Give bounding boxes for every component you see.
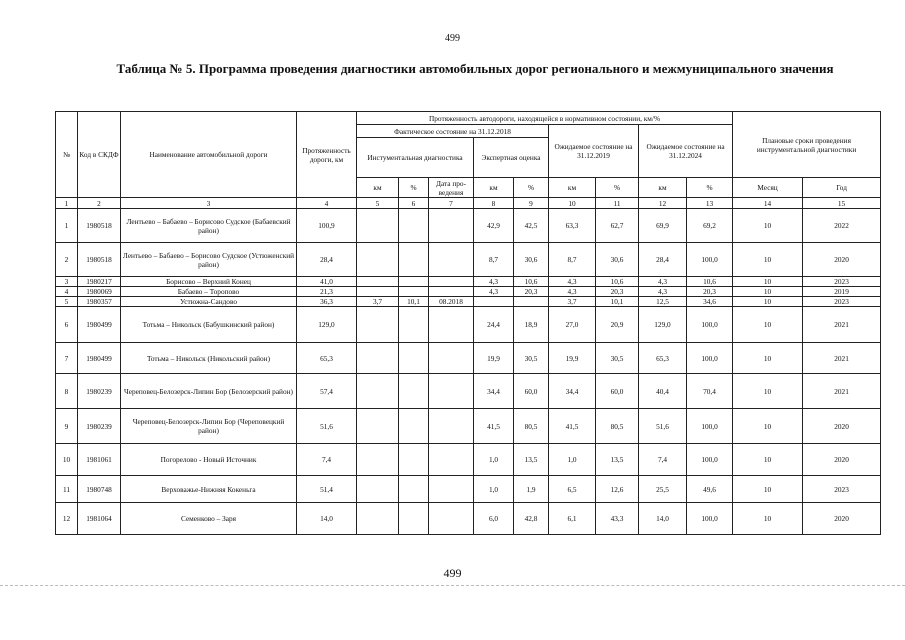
header-km: км bbox=[549, 178, 596, 198]
cell-exp-pct: 30,6 bbox=[514, 243, 549, 277]
cell-exp-km bbox=[474, 297, 514, 307]
cell-month: 10 bbox=[733, 277, 803, 287]
header-date: Дата про-ведения bbox=[429, 178, 474, 198]
header-actual: Фактическое состояние на 31.12.2018 bbox=[357, 125, 549, 138]
cell-code: 1980748 bbox=[78, 476, 121, 503]
cell-length: 129,0 bbox=[297, 307, 357, 343]
cell-inst-date bbox=[429, 287, 474, 297]
cell-year: 2020 bbox=[803, 503, 881, 535]
cell-no: 8 bbox=[56, 374, 78, 409]
cell-code: 1980217 bbox=[78, 277, 121, 287]
cell-exp-km: 8,7 bbox=[474, 243, 514, 277]
cell-year: 2023 bbox=[803, 297, 881, 307]
cell-name: Бабаево – Торопово bbox=[121, 287, 297, 297]
cell-year: 2023 bbox=[803, 277, 881, 287]
cell-exp-km: 42,9 bbox=[474, 209, 514, 243]
cell-inst-date bbox=[429, 277, 474, 287]
cell-inst-date bbox=[429, 409, 474, 444]
cell-exp-km: 34,4 bbox=[474, 374, 514, 409]
cell-e24-km: 129,0 bbox=[639, 307, 687, 343]
cell-inst-km bbox=[357, 287, 399, 297]
column-number: 12 bbox=[639, 198, 687, 209]
cell-length: 21,3 bbox=[297, 287, 357, 297]
cell-e24-pct: 100,0 bbox=[687, 444, 733, 476]
cell-e24-pct: 20,3 bbox=[687, 287, 733, 297]
cell-inst-km bbox=[357, 243, 399, 277]
header-expected-2024: Ожидаемое состояние на 31.12.2024 bbox=[639, 125, 733, 178]
cell-year: 2021 bbox=[803, 374, 881, 409]
cell-e24-km: 4,3 bbox=[639, 277, 687, 287]
cell-name: Лентьево – Бабаево – Борисово Судское (Устюженский район) bbox=[121, 243, 297, 277]
cell-e19-km: 6,5 bbox=[549, 476, 596, 503]
cell-e19-pct: 30,5 bbox=[596, 343, 639, 374]
cell-no: 12 bbox=[56, 503, 78, 535]
cell-name: Череповец-Белозерск-Липин Бор (Белозерский район) bbox=[121, 374, 297, 409]
cell-no: 4 bbox=[56, 287, 78, 297]
cell-e19-km: 34,4 bbox=[549, 374, 596, 409]
cell-inst-date bbox=[429, 343, 474, 374]
cell-no: 11 bbox=[56, 476, 78, 503]
header-normative: Протяженность автодороги, находящейся в нормативном состоянии, км/% bbox=[357, 112, 733, 125]
column-number: 9 bbox=[514, 198, 549, 209]
cell-code: 1980239 bbox=[78, 409, 121, 444]
header-km: км bbox=[357, 178, 399, 198]
cell-inst-km bbox=[357, 476, 399, 503]
cell-length: 7,4 bbox=[297, 444, 357, 476]
cell-e19-km: 19,9 bbox=[549, 343, 596, 374]
cell-exp-km: 1,0 bbox=[474, 444, 514, 476]
cell-inst-date bbox=[429, 476, 474, 503]
cell-inst-date bbox=[429, 444, 474, 476]
table-body bbox=[56, 209, 881, 535]
cell-length: 36,3 bbox=[297, 297, 357, 307]
cell-e19-pct: 62,7 bbox=[596, 209, 639, 243]
header-row-1 bbox=[56, 112, 881, 125]
cell-month: 10 bbox=[733, 287, 803, 297]
cell-length: 41,0 bbox=[297, 277, 357, 287]
cell-code: 1981064 bbox=[78, 503, 121, 535]
cell-exp-km: 4,3 bbox=[474, 277, 514, 287]
cell-name: Тотьма – Никольск (Бабушкинский район) bbox=[121, 307, 297, 343]
page-number-top: 499 bbox=[445, 33, 460, 44]
column-number: 7 bbox=[429, 198, 474, 209]
header-pct: % bbox=[596, 178, 639, 198]
cell-e24-pct: 100,0 bbox=[687, 307, 733, 343]
table-row bbox=[56, 307, 881, 343]
cell-length: 51,4 bbox=[297, 476, 357, 503]
table-row bbox=[56, 287, 881, 297]
cell-e19-km: 27,0 bbox=[549, 307, 596, 343]
table-row bbox=[56, 409, 881, 444]
road-diagnostics-table bbox=[55, 111, 881, 535]
cell-code: 1980499 bbox=[78, 307, 121, 343]
page-number-bottom: 499 bbox=[443, 566, 462, 580]
cell-e19-km: 4,3 bbox=[549, 287, 596, 297]
column-number: 8 bbox=[474, 198, 514, 209]
cell-exp-km: 4,3 bbox=[474, 287, 514, 297]
cell-e19-pct: 10,1 bbox=[596, 297, 639, 307]
cell-e24-km: 28,4 bbox=[639, 243, 687, 277]
cell-code: 1980069 bbox=[78, 287, 121, 297]
cell-year: 2020 bbox=[803, 243, 881, 277]
cell-inst-date bbox=[429, 243, 474, 277]
cell-name: Тотьма – Никольск (Никольский район) bbox=[121, 343, 297, 374]
cell-year: 2020 bbox=[803, 409, 881, 444]
column-number: 15 bbox=[803, 198, 881, 209]
cell-inst-pct bbox=[399, 307, 429, 343]
cell-exp-km: 6,0 bbox=[474, 503, 514, 535]
cell-inst-date bbox=[429, 307, 474, 343]
cell-e24-km: 4,3 bbox=[639, 287, 687, 297]
cell-no: 6 bbox=[56, 307, 78, 343]
cell-code: 1980499 bbox=[78, 343, 121, 374]
page-edge-divider bbox=[0, 585, 905, 586]
cell-e24-km: 69,9 bbox=[639, 209, 687, 243]
column-number: 13 bbox=[687, 198, 733, 209]
cell-e19-km: 1,0 bbox=[549, 444, 596, 476]
cell-e24-pct: 34,6 bbox=[687, 297, 733, 307]
cell-code: 1980518 bbox=[78, 243, 121, 277]
cell-e19-km: 4,3 bbox=[549, 277, 596, 287]
cell-e24-km: 7,4 bbox=[639, 444, 687, 476]
cell-e19-km: 63,3 bbox=[549, 209, 596, 243]
cell-inst-km bbox=[357, 444, 399, 476]
column-number-row bbox=[56, 198, 881, 209]
cell-exp-pct: 42,5 bbox=[514, 209, 549, 243]
cell-exp-km: 19,9 bbox=[474, 343, 514, 374]
column-number: 11 bbox=[596, 198, 639, 209]
header-pct: % bbox=[399, 178, 429, 198]
cell-length: 51,6 bbox=[297, 409, 357, 444]
cell-inst-pct bbox=[399, 503, 429, 535]
cell-length: 65,3 bbox=[297, 343, 357, 374]
cell-year: 2021 bbox=[803, 307, 881, 343]
table-row bbox=[56, 374, 881, 409]
cell-month: 10 bbox=[733, 343, 803, 374]
cell-inst-km bbox=[357, 277, 399, 287]
column-number: 14 bbox=[733, 198, 803, 209]
cell-inst-km: 3,7 bbox=[357, 297, 399, 307]
cell-no: 3 bbox=[56, 277, 78, 287]
cell-month: 10 bbox=[733, 243, 803, 277]
cell-length: 28,4 bbox=[297, 243, 357, 277]
cell-e19-pct: 12,6 bbox=[596, 476, 639, 503]
header-expert: Экспертная оценка bbox=[474, 138, 549, 178]
cell-month: 10 bbox=[733, 409, 803, 444]
cell-month: 10 bbox=[733, 476, 803, 503]
cell-year: 2020 bbox=[803, 444, 881, 476]
header-code: Код в СКДФ bbox=[78, 112, 121, 198]
column-number: 5 bbox=[357, 198, 399, 209]
table-row bbox=[56, 503, 881, 535]
header-length: Протяженность дороги, км bbox=[297, 112, 357, 198]
column-number: 10 bbox=[549, 198, 596, 209]
cell-e24-pct: 100,0 bbox=[687, 503, 733, 535]
cell-code: 1981061 bbox=[78, 444, 121, 476]
cell-no: 2 bbox=[56, 243, 78, 277]
cell-e19-pct: 30,6 bbox=[596, 243, 639, 277]
cell-exp-km: 24,4 bbox=[474, 307, 514, 343]
cell-year: 2022 bbox=[803, 209, 881, 243]
table-row bbox=[56, 343, 881, 374]
cell-inst-pct bbox=[399, 444, 429, 476]
cell-e19-pct: 20,9 bbox=[596, 307, 639, 343]
column-number: 2 bbox=[78, 198, 121, 209]
cell-e24-km: 14,0 bbox=[639, 503, 687, 535]
table-row bbox=[56, 209, 881, 243]
cell-e19-km: 6,1 bbox=[549, 503, 596, 535]
cell-e24-pct: 100,0 bbox=[687, 243, 733, 277]
cell-code: 1980239 bbox=[78, 374, 121, 409]
cell-no: 1 bbox=[56, 209, 78, 243]
cell-exp-km: 41,5 bbox=[474, 409, 514, 444]
page-title: Таблица № 5. Программа проведения диагностики автомобильных дорог регионального и межмуниципального значения bbox=[116, 61, 834, 76]
cell-e19-km: 41,5 bbox=[549, 409, 596, 444]
cell-e24-km: 40,4 bbox=[639, 374, 687, 409]
cell-e24-km: 12,5 bbox=[639, 297, 687, 307]
cell-exp-pct: 80,5 bbox=[514, 409, 549, 444]
cell-year: 2019 bbox=[803, 287, 881, 297]
cell-exp-pct: 13,5 bbox=[514, 444, 549, 476]
cell-exp-pct: 1,9 bbox=[514, 476, 549, 503]
cell-exp-pct: 18,9 bbox=[514, 307, 549, 343]
cell-e19-pct: 10,6 bbox=[596, 277, 639, 287]
cell-length: 100,9 bbox=[297, 209, 357, 243]
header-expected-2019: Ожидаемое состояние на 31.12.2019 bbox=[549, 125, 639, 178]
cell-inst-km bbox=[357, 409, 399, 444]
cell-inst-pct bbox=[399, 277, 429, 287]
cell-year: 2023 bbox=[803, 476, 881, 503]
cell-e24-pct: 49,6 bbox=[687, 476, 733, 503]
cell-inst-pct bbox=[399, 476, 429, 503]
cell-month: 10 bbox=[733, 503, 803, 535]
cell-e24-km: 65,3 bbox=[639, 343, 687, 374]
cell-inst-pct: 10,1 bbox=[399, 297, 429, 307]
cell-inst-km bbox=[357, 503, 399, 535]
cell-e19-pct: 13,5 bbox=[596, 444, 639, 476]
cell-inst-date bbox=[429, 374, 474, 409]
cell-no: 5 bbox=[56, 297, 78, 307]
header-no: № bbox=[56, 112, 78, 198]
cell-name: Семенково – Заря bbox=[121, 503, 297, 535]
column-number: 3 bbox=[121, 198, 297, 209]
cell-e24-pct: 100,0 bbox=[687, 409, 733, 444]
cell-inst-pct bbox=[399, 287, 429, 297]
header-year: Год bbox=[803, 178, 881, 198]
cell-exp-pct bbox=[514, 297, 549, 307]
cell-length: 57,4 bbox=[297, 374, 357, 409]
cell-month: 10 bbox=[733, 374, 803, 409]
cell-e24-km: 51,6 bbox=[639, 409, 687, 444]
cell-inst-date: 08.2018 bbox=[429, 297, 474, 307]
cell-e24-pct: 69,2 bbox=[687, 209, 733, 243]
cell-name: Погорелово - Новый Источник bbox=[121, 444, 297, 476]
cell-inst-pct bbox=[399, 374, 429, 409]
cell-inst-pct bbox=[399, 243, 429, 277]
cell-inst-pct bbox=[399, 209, 429, 243]
cell-month: 10 bbox=[733, 297, 803, 307]
header-planned: Плановые сроки проведения инструментальной диагностики bbox=[733, 112, 881, 178]
cell-code: 1980357 bbox=[78, 297, 121, 307]
cell-inst-km bbox=[357, 307, 399, 343]
cell-e24-pct: 10,6 bbox=[687, 277, 733, 287]
cell-exp-pct: 60,0 bbox=[514, 374, 549, 409]
cell-e19-pct: 20,3 bbox=[596, 287, 639, 297]
header-name: Наименование автомобильной дороги bbox=[121, 112, 297, 198]
header-month: Месяц bbox=[733, 178, 803, 198]
cell-year: 2021 bbox=[803, 343, 881, 374]
table-row bbox=[56, 277, 881, 287]
cell-e19-pct: 80,5 bbox=[596, 409, 639, 444]
cell-e24-pct: 100,0 bbox=[687, 343, 733, 374]
cell-exp-pct: 20,3 bbox=[514, 287, 549, 297]
cell-exp-pct: 42,8 bbox=[514, 503, 549, 535]
cell-no: 10 bbox=[56, 444, 78, 476]
cell-inst-pct bbox=[399, 343, 429, 374]
cell-name: Лентьево – Бабаево – Борисово Судское (Бабаевский район) bbox=[121, 209, 297, 243]
cell-inst-date bbox=[429, 503, 474, 535]
cell-month: 10 bbox=[733, 209, 803, 243]
cell-no: 9 bbox=[56, 409, 78, 444]
cell-no: 7 bbox=[56, 343, 78, 374]
header-pct: % bbox=[687, 178, 733, 198]
header-instrumental: Инстументальная диагностика bbox=[357, 138, 474, 178]
cell-e19-pct: 60,0 bbox=[596, 374, 639, 409]
cell-inst-km bbox=[357, 209, 399, 243]
cell-e24-pct: 70,4 bbox=[687, 374, 733, 409]
header-km: км bbox=[639, 178, 687, 198]
cell-e19-km: 3,7 bbox=[549, 297, 596, 307]
cell-month: 10 bbox=[733, 307, 803, 343]
cell-name: Устюжна-Сандово bbox=[121, 297, 297, 307]
cell-name: Череповец-Белозерск-Липин Бор (Череповецкий район) bbox=[121, 409, 297, 444]
cell-e19-pct: 43,3 bbox=[596, 503, 639, 535]
cell-e24-km: 25,5 bbox=[639, 476, 687, 503]
header-pct: % bbox=[514, 178, 549, 198]
header-km: км bbox=[474, 178, 514, 198]
column-number: 6 bbox=[399, 198, 429, 209]
table-row bbox=[56, 444, 881, 476]
cell-exp-pct: 10,6 bbox=[514, 277, 549, 287]
cell-e19-km: 8,7 bbox=[549, 243, 596, 277]
cell-inst-date bbox=[429, 209, 474, 243]
column-number: 4 bbox=[297, 198, 357, 209]
cell-exp-km: 1,0 bbox=[474, 476, 514, 503]
cell-month: 10 bbox=[733, 444, 803, 476]
cell-exp-pct: 30,5 bbox=[514, 343, 549, 374]
cell-name: Верховажье-Нижняя Кокеньга bbox=[121, 476, 297, 503]
table-row bbox=[56, 297, 881, 307]
table-row bbox=[56, 243, 881, 277]
table-row bbox=[56, 476, 881, 503]
column-number: 1 bbox=[56, 198, 78, 209]
cell-length: 14,0 bbox=[297, 503, 357, 535]
cell-code: 1980518 bbox=[78, 209, 121, 243]
cell-inst-km bbox=[357, 374, 399, 409]
cell-inst-km bbox=[357, 343, 399, 374]
cell-inst-pct bbox=[399, 409, 429, 444]
cell-name: Борисово – Верхний Конец bbox=[121, 277, 297, 287]
